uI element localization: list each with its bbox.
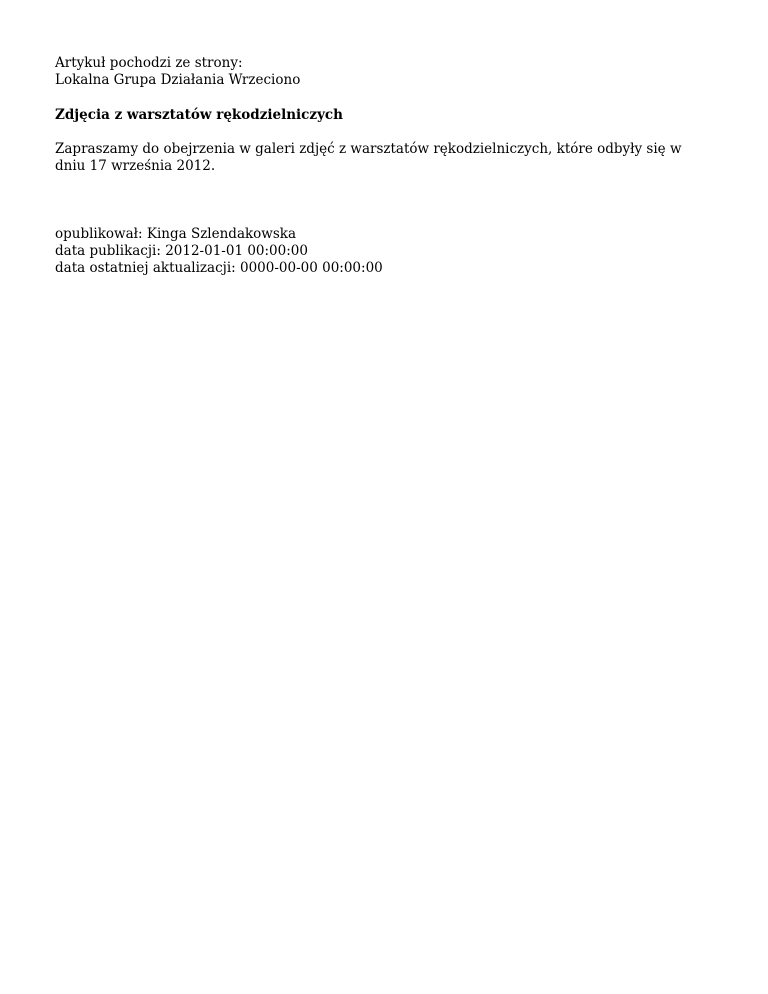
- document-page: [55, 55, 710, 277]
- article-title: Zdjęcia z warsztatów rękodzielniczych: [55, 107, 343, 123]
- article-meta: [55, 226, 710, 277]
- source-label: Artykuł pochodzi ze strony:: [55, 55, 243, 71]
- source-info: [55, 55, 710, 89]
- author-line: opublikował: Kinga Szlendakowska: [55, 226, 297, 242]
- article-body: Zapraszamy do obejrzenia w galeri zdjęć z warsztatów rękodzielniczych, które odbyły się w dniu 17 września 2012.: [55, 141, 682, 174]
- updated-date-line: data ostatniej aktualizacji: 0000-00-00 00:00:00: [55, 260, 383, 276]
- published-date-line: data publikacji: 2012-01-01 00:00:00: [55, 243, 308, 259]
- source-site-name: Lokalna Grupa Działania Wrzeciono: [55, 72, 301, 88]
